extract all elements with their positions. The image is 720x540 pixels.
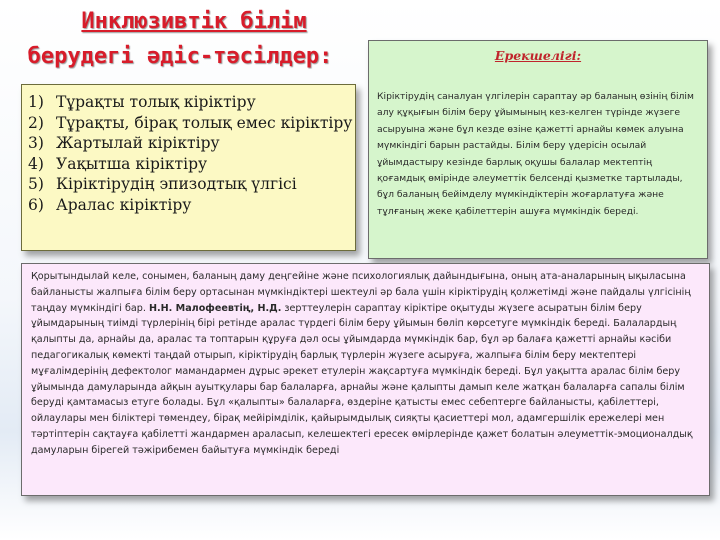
method-label: Тұрақты толық кіріктіру <box>56 93 256 111</box>
method-label: Кіріктірудің эпизодтық үлгісі <box>56 175 297 193</box>
feature-box <box>368 40 708 259</box>
method-label: Жартылай кіріктіру <box>56 134 220 152</box>
list-item: 6) Аралас кіріктіру <box>28 195 355 216</box>
feature-title: Ерекшелігі: <box>494 48 582 63</box>
list-item: 2) Тұрақты, бірақ толық емес кіріктіру <box>28 113 355 134</box>
title-line-2: берудегі әдіс-тәсілдер: <box>27 44 333 69</box>
slide-title <box>0 4 380 74</box>
methods-list <box>22 85 355 215</box>
conclusion-box <box>21 263 710 496</box>
list-item: 4) Уақытша кіріктіру <box>28 154 355 175</box>
list-item: 5) Кіріктірудің эпизодтық үлгісі <box>28 174 355 195</box>
method-label: Тұрақты, бірақ толық емес кіріктіру <box>56 113 353 132</box>
feature-body: Кіріктірудің саналуан үлгілерін сараптау әр баланың өзінің білім алу құқығын білім беру ұйымының кез-келген түрінде жүзеге асыруына және бұл кезде өзіне қажетті арнайы көмек алуына мүмкіндігі барын растайды. Білім беру үдерісін осылай ұйымдастыру кезінде барлық оқушы балалар мектептің қоғамдық өмірінде әлеуметтік белсенді қызметке тартылады, бұл баланың бейімделу мүмкіндіктерін жоғарлатуға және тұлғаның жеке қабілеттерін ашуға мүмкіндік береді. <box>377 91 694 217</box>
method-label: Аралас кіріктіру <box>56 195 192 214</box>
conclusion-text: Қорытындылай келе, сонымен, баланың даму деңгейіне және психологиялық дайындығына, оның ата-аналарының ықыласына байланысты жалпыға білім беру ортасынан мүмкіндіктері шектеулі әр бала үшін кіріктірудің қолжетімді және пайдалы үлгісінің таңдау мүмкіндігі бар. <box>31 271 691 314</box>
conclusion-authors: Н.Н. Малофеевтің, Н.Д. <box>148 302 282 314</box>
method-label: Уақытша кіріктіру <box>56 154 208 173</box>
list-item: 3) Жартылай кіріктіру <box>28 133 355 154</box>
list-item: 1) Тұрақты толық кіріктіру <box>28 92 355 113</box>
methods-list-box <box>21 84 356 251</box>
title-line-1: Инклюзивтік білім <box>81 9 307 34</box>
conclusion-text-cont: зерттеулерін сараптау кіріктіре оқытуды жүзеге асыратын білім беру ұйымдарының тиімді түрлерінің бірі ретінде аралас түрдегі білім беру ұйымын бөліп көрсетуге мүмкіндік береді. Балалардың қалыпты да, арнайы да, аралас та топтарын құруға дәл осы ұйымдарда мүмкіндік бар, бұл әр балаға қажетті арнайы кәсіби педагогикалық көмекті таңдай отырып, кіріктірудің барлық түрлерін жүзеге асыруға, жалпыға білім беру мектептері мұғалімдерінің дефектолог мамандармен дұрыс әрекет етулерін жақсартуға мүмкіндік береді. Бұл уақытта аралас білім беру ұйымында дамуларында айқын ауытқулары бар балаларға, арнайы және қалыпты дамып келе жатқан балаларға сапалы білім беруді қамтамасыз етуге болады. Бұл «қалыпты» балаларға, өздеріне қатысты емес себептерге байланысты, қабілеттері, ойлаулары мен біліктері төмендеу, бірақ мейірімділік, қайырымдылық сияқты қасиеттері мол, адамгершілік ережелері мен тәртіптерін сақтауға қабілетті жандармен араласып, келешектегі ересек өмірлерінде қажет болатын әлеуметтік-эмоционалдық дамуларын бірегей тәжірибемен байытуға мүмкіндік береді <box>31 302 693 456</box>
